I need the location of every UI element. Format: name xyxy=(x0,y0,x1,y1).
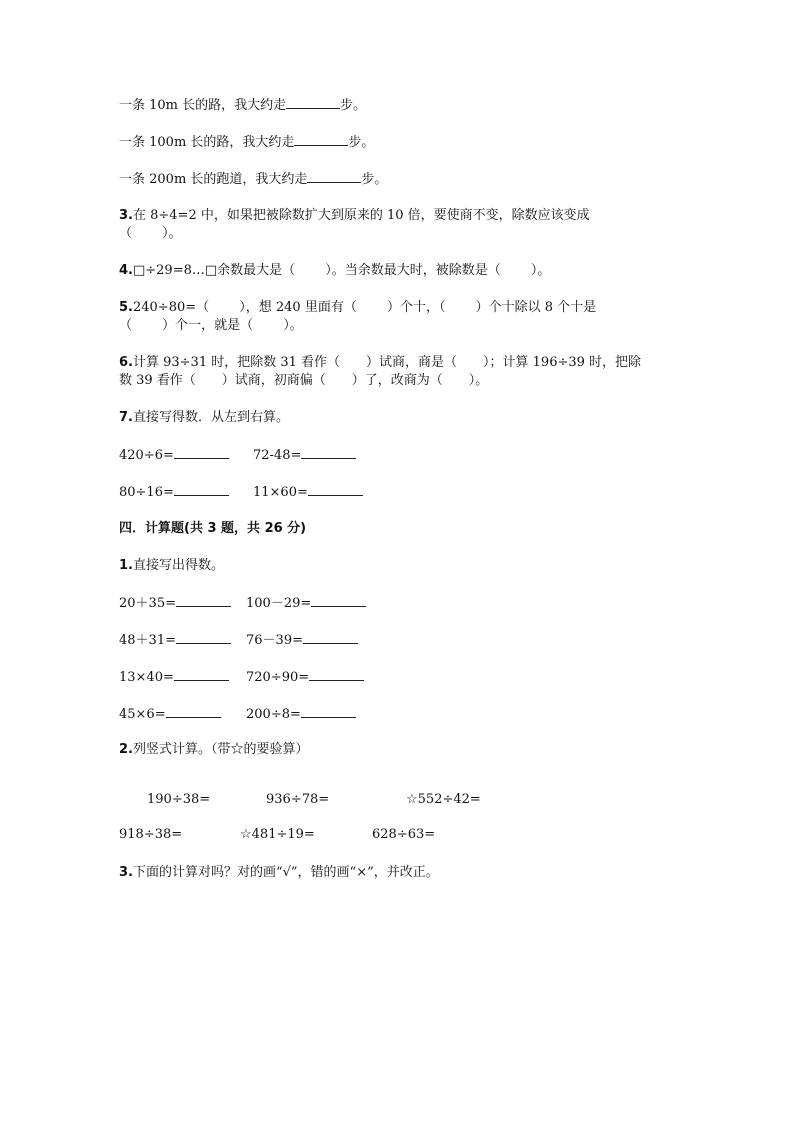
calc-expression: 100－29= xyxy=(246,596,312,611)
vertical-calc-item: 628÷63= xyxy=(372,827,436,842)
question-number: 7. xyxy=(119,410,133,425)
walk-unit: 步。 xyxy=(361,172,388,187)
answer-blank[interactable] xyxy=(286,96,340,109)
answer-blank[interactable] xyxy=(301,705,356,718)
vertical-calc-item: 190÷38= xyxy=(147,792,211,807)
calc-item xyxy=(246,668,364,687)
calc-expression: 720÷90= xyxy=(246,670,310,685)
calc-item xyxy=(119,594,231,613)
calc-expression: 45×6= xyxy=(119,707,166,722)
calc-expression: 200÷8= xyxy=(246,707,301,722)
section-heading: 四．计算题(共 3 题，共 26 分) xyxy=(119,521,307,536)
walk-text: 一条 100m 长的路，我大约走 xyxy=(119,135,295,150)
calc-expression: 72-48= xyxy=(253,448,302,463)
question-text: 列竖式计算。（带☆的要验算） xyxy=(132,742,309,757)
answer-blank[interactable] xyxy=(166,705,221,718)
calc-expression: 48＋31= xyxy=(119,633,176,648)
calc-expression: 420÷6= xyxy=(119,448,174,463)
calc-expression: 11×60= xyxy=(253,485,308,500)
answer-blank[interactable] xyxy=(174,483,229,496)
question-text: 240÷80=（ ），想 240 里面有（ ）个十，（ ）个十除以 8 个十是 xyxy=(132,300,597,315)
walk-text: 一条 200m 长的跑道，我大约走 xyxy=(119,172,308,187)
question-number: 5. xyxy=(119,300,133,315)
vertical-calc-item: 936÷78= xyxy=(266,792,330,807)
calc-item xyxy=(119,631,231,650)
question-number: 2. xyxy=(119,742,133,757)
calc-item xyxy=(119,446,229,465)
question-text: 直接写得数．从左到右算。 xyxy=(132,410,289,425)
calc-expression: 13×40= xyxy=(119,670,174,685)
answer-blank[interactable] xyxy=(308,483,363,496)
vertical-calc-item: ☆552÷42= xyxy=(406,792,481,807)
section4-question-1 xyxy=(119,557,224,575)
walk-line-1 xyxy=(119,96,366,115)
calc-item xyxy=(253,446,356,465)
section4-question-3 xyxy=(119,864,439,882)
calc-item xyxy=(119,483,229,502)
answer-blank[interactable] xyxy=(307,170,361,183)
question-text: （ ）个一，就是（ ）。 xyxy=(119,318,303,333)
answer-blank[interactable] xyxy=(174,446,229,459)
question-number: 3. xyxy=(119,208,133,223)
walk-unit: 步。 xyxy=(340,98,367,113)
answer-blank[interactable] xyxy=(294,133,348,146)
walk-line-2 xyxy=(119,133,374,152)
walk-line-3 xyxy=(119,170,387,189)
question-text: 下面的计算对吗？对的画“√”，错的画“×”，并改正。 xyxy=(132,865,439,880)
question-text: 数 39 看作（ ）试商，初商偏（ ）了，改商为（ ）。 xyxy=(119,373,489,388)
calc-expression: 20＋35= xyxy=(119,596,176,611)
answer-blank[interactable] xyxy=(174,668,229,681)
question-5-line2 xyxy=(119,317,303,335)
calc-item xyxy=(119,705,221,724)
question-6 xyxy=(119,354,641,372)
question-3-line2 xyxy=(119,225,182,243)
calc-item xyxy=(246,631,358,650)
vertical-calc-item: ☆481÷19= xyxy=(240,827,315,842)
calc-item xyxy=(253,483,363,502)
question-number: 4. xyxy=(119,263,133,278)
vertical-calc-item: 918÷38= xyxy=(119,827,183,842)
question-number: 6. xyxy=(119,355,133,370)
question-text: □÷29=8…□余数最大是（ ）。当余数最大时，被除数是（ ）。 xyxy=(132,263,551,278)
section4-question-2 xyxy=(119,741,309,759)
question-number: 3. xyxy=(119,865,133,880)
question-text: （ ）。 xyxy=(119,226,182,241)
answer-blank[interactable] xyxy=(311,594,366,607)
question-5 xyxy=(119,299,596,317)
calc-expression: 76－39= xyxy=(246,633,303,648)
question-7 xyxy=(119,409,289,427)
calc-expression: 80÷16= xyxy=(119,485,174,500)
answer-blank[interactable] xyxy=(309,668,364,681)
walk-text: 一条 10m 长的路，我大约走 xyxy=(119,98,287,113)
calc-item xyxy=(246,594,366,613)
walk-unit: 步。 xyxy=(348,135,375,150)
question-number: 1. xyxy=(119,558,133,573)
answer-blank[interactable] xyxy=(303,631,358,644)
question-text: 在 8÷4=2 中，如果把被除数扩大到原来的 10 倍，要使商不变，除数应该变成 xyxy=(132,208,590,223)
answer-blank[interactable] xyxy=(176,594,231,607)
question-4 xyxy=(119,262,550,280)
answer-blank[interactable] xyxy=(176,631,231,644)
question-3 xyxy=(119,207,590,225)
question-text: 计算 93÷31 时，把除数 31 看作（ ）试商，商是（ ）；计算 196÷39 时，把除 xyxy=(132,355,642,370)
answer-blank[interactable] xyxy=(301,446,356,459)
question-text: 直接写出得数。 xyxy=(132,558,224,573)
calc-item xyxy=(119,668,229,687)
calc-item xyxy=(246,705,356,724)
question-6-line2 xyxy=(119,372,488,390)
